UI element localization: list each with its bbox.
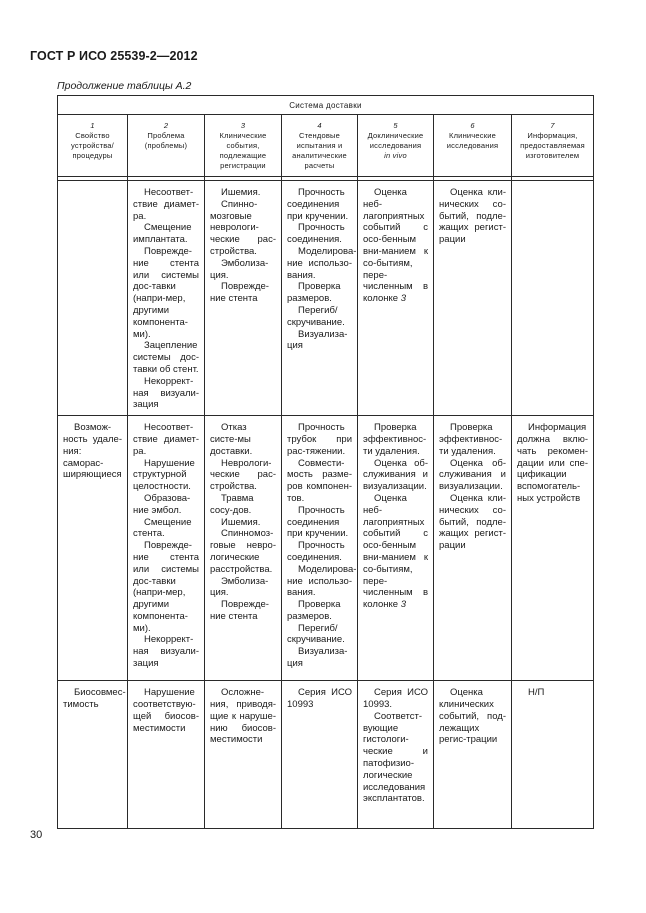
cell-paragraph: Образова-ние эмбол.	[133, 492, 191, 516]
cell-col-2	[128, 681, 205, 829]
cell-col-2	[128, 416, 205, 681]
cell-paragraph: Эмболиза-ция.	[210, 257, 269, 281]
table-row	[58, 681, 594, 829]
column-header-1: 1 Свойство устройства/ процедуры	[58, 115, 128, 177]
cell-paragraph: Отказ систе-мы доставки.	[210, 422, 253, 457]
column-header-4: 4 Стендовые испытания и аналитические расчеты	[282, 115, 358, 177]
column-reference: 3	[400, 599, 406, 611]
cell-paragraph: Серия ИСО 10993	[287, 687, 352, 710]
cell-col-6	[434, 416, 512, 681]
cell-paragraph: Проверка размеров.	[287, 599, 341, 622]
cell-paragraph: Поврежде-ние стента	[210, 599, 269, 622]
cell-paragraph: Осложне-ния, приводя-щие к наруше-нию биосов-местимости	[210, 687, 276, 746]
cell-paragraph: Некоррект-ная визуали-зация	[133, 634, 199, 670]
cell-col-7	[512, 416, 594, 681]
cell-paragraph: Визуализа-ция	[287, 328, 348, 352]
cell-paragraph: Поврежде-ние стента или системы дос-тавки (напри-мер, другими компонента-ми).	[133, 245, 199, 340]
cell-paragraph: Поврежде-ние стента	[210, 281, 269, 305]
cell-paragraph: Перегиб/ скручивание.	[287, 304, 345, 328]
cell-col-6	[434, 181, 512, 416]
cell-col-3	[205, 181, 282, 416]
cell-col-4	[282, 416, 358, 681]
cell-paragraph: Прочность соединения при кручении.	[287, 187, 349, 222]
column-header-6: 6 Клинические исследования	[434, 115, 512, 177]
cell-col-5	[358, 181, 434, 416]
cell-col-5	[358, 681, 434, 829]
cell-paragraph: Прочность соединения при кручении.	[287, 504, 349, 540]
cell-paragraph: Возмож-ность удале-ния: саморас-ширяющиеся	[63, 422, 122, 481]
cell-col-1	[58, 416, 128, 681]
cell-paragraph: Смещение стента.	[133, 516, 192, 540]
cell-paragraph: Проверка эффективнос-ти удаления.	[439, 422, 503, 457]
table-continuation-caption: Продолжение таблицы А.2	[57, 80, 192, 92]
cell-paragraph: Несоответ-ствие диамет-ра.	[133, 187, 199, 222]
cell-col-3	[205, 416, 282, 681]
cell-paragraph: Моделирова-ние использо-вания.	[287, 245, 357, 281]
cell-col-5	[358, 416, 434, 681]
cell-paragraph: Серия ИСО 10993.	[363, 687, 428, 710]
cell-paragraph: Прочность соединения.	[287, 540, 345, 563]
table-row	[58, 416, 594, 681]
cell-paragraph: Некоррект-ная визуали-зация	[133, 375, 199, 411]
cell-paragraph: Прочность соединения.	[287, 222, 345, 246]
cell-paragraph: Спинномоз-говые невро-логические расстройства.	[210, 528, 276, 575]
cell-col-3	[205, 681, 282, 829]
cell-paragraph: Травма сосу-дов.	[210, 492, 254, 516]
cell-paragraph: Оценка об-служивания и визуализации.	[439, 457, 506, 493]
cell-paragraph: Нарушение структурной целостности.	[133, 457, 195, 493]
cell-paragraph: Зацепление системы дос-тавки об стент.	[133, 340, 199, 375]
cell-paragraph: Оценка об-служивания и визуализации.	[363, 457, 428, 493]
table-row	[58, 181, 594, 416]
cell-paragraph: Оценка кли-нических со-бытий, подле-жащих регист-рации	[439, 492, 506, 552]
cell-paragraph: Соответст-вующие гистологи-ческие и патофизио-логические исследования эксплантатов.	[363, 710, 428, 805]
cell-col-7	[512, 181, 594, 416]
cell-paragraph: Несоответ-ствие диамет-ра.	[133, 422, 199, 457]
cell-paragraph: Биосовмес-тимость	[63, 687, 126, 710]
group-header: Система доставки	[58, 96, 594, 115]
cell-col-4	[282, 681, 358, 829]
cell-paragraph: Проверка размеров.	[287, 281, 341, 305]
cell-paragraph: Оценка неб-лагоприятных событий с осо-бенным вни-манием к со-бытиям, пере-численным в колонке 3	[363, 187, 428, 305]
cell-paragraph: Информация должна вклю-чать рекомен-дации или спе-цификации вспомогатель-ных устройств	[517, 422, 588, 504]
cell-col-4	[282, 181, 358, 416]
cell-paragraph: Оценка неб-лагоприятных событий с осо-бенным вни-манием к со-бытиям, пере-численным в колонке 3	[363, 492, 428, 611]
cell-col-1	[58, 181, 128, 416]
cell-paragraph: Визуализа-ция	[287, 646, 348, 670]
column-header-5: 5 Доклинические исследования in vivo	[358, 115, 434, 177]
cell-paragraph: Прочность трубок при рас-тяжении.	[287, 422, 352, 457]
page-number: 30	[30, 829, 43, 841]
cell-col-1	[58, 681, 128, 829]
cell-paragraph: Смещение имплантата.	[133, 222, 192, 246]
column-header-7: 7 Информация, предоставляемая изготовителем	[512, 115, 594, 177]
column-header-2: 2 Проблема (проблемы)	[128, 115, 205, 177]
cell-paragraph: Ишемия.	[221, 516, 261, 528]
cell-paragraph: Перегиб/ скручивание.	[287, 622, 345, 646]
cell-paragraph: Н/П	[528, 687, 545, 699]
cell-paragraph: Поврежде-ние стента или системы дос-тавки (напри-мер, другими компонента-ми).	[133, 540, 199, 634]
cell-paragraph: Нарушение соответствую-щей биосов-местимости	[133, 687, 199, 734]
column-header-3: 3 Клинические события, подлежащие регистрации	[205, 115, 282, 177]
cell-paragraph: Проверка эффективнос-ти удаления.	[363, 422, 427, 457]
cell-paragraph: Моделирова-ние использо-вания.	[287, 563, 357, 599]
cell-col-6	[434, 681, 512, 829]
column-reference: 3	[400, 293, 406, 305]
cell-paragraph: Эмболиза-ция.	[210, 575, 269, 599]
requirements-table	[57, 95, 594, 829]
cell-paragraph: Ишемия.	[221, 187, 261, 198]
cell-paragraph: Спинно-мозговые неврологи-ческие рас-стройства.	[210, 198, 276, 257]
cell-paragraph: Неврологи-ческие рас-стройства.	[210, 457, 276, 493]
cell-col-2	[128, 181, 205, 416]
cell-col-7	[512, 681, 594, 829]
cell-paragraph: Совмести-мость разме-ров компонен-тов.	[287, 457, 352, 504]
cell-paragraph: Оценка кли-нических со-бытий, подле-жащих регист-рации	[439, 187, 506, 246]
document-header: ГОСТ Р ИСО 25539-2—2012	[30, 49, 198, 63]
cell-paragraph: Оценка клинических событий, под-лежащих регис-трации	[439, 687, 506, 746]
